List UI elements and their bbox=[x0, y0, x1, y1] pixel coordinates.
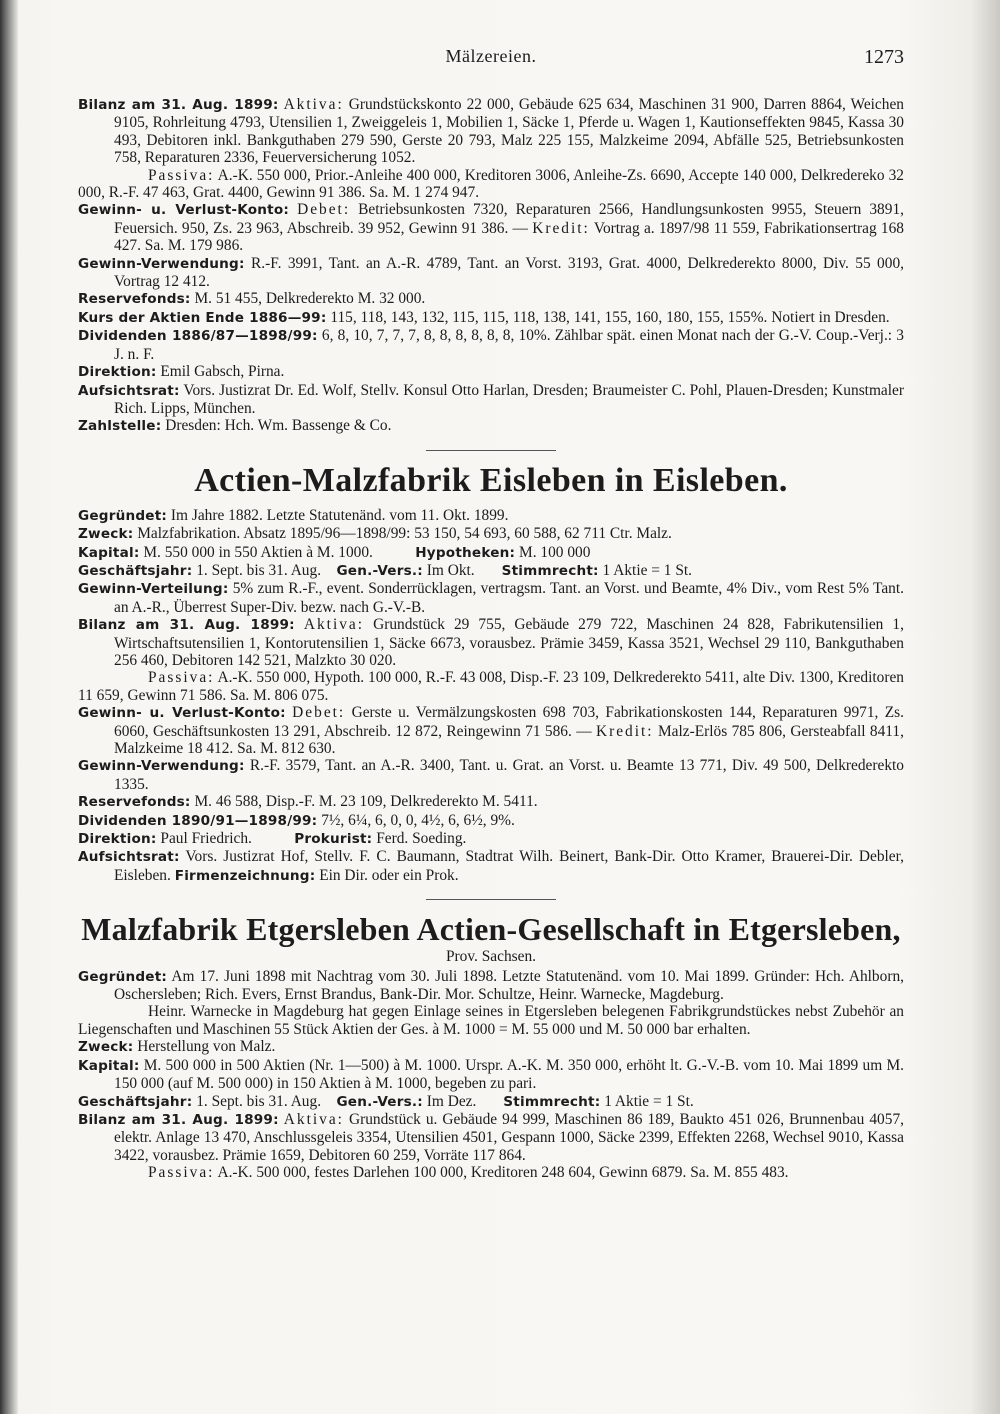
entry-text: Malz-Erlös 785 806, Gersteabfall 8411, Malzkeime 18 412. Sa. M. 812 630. bbox=[114, 722, 904, 757]
entry-label: Gewinn-Verteilung: bbox=[78, 581, 229, 598]
reservefonds-entry bbox=[78, 290, 904, 308]
entry-text: Paul Friedrich. bbox=[160, 830, 252, 848]
entry-text: Dresden: Hch. Wm. Bassenge & Co. bbox=[165, 417, 392, 435]
entry-text: R.-F. 3579, Tant. an A.-R. 3400, Tant. u. Grat. an Vorst. u. Beamte 13 771, Div. 49 500, Delkrederekto 1335. bbox=[114, 757, 904, 793]
company-subtitle: Prov. Sachsen. bbox=[445, 948, 537, 966]
direktion-entry bbox=[78, 830, 904, 848]
entry-text: Im Okt. bbox=[426, 561, 475, 579]
entry-text: Herstellung von Malz. bbox=[137, 1038, 276, 1056]
entry-label: Gewinn-Verwendung: bbox=[78, 758, 245, 775]
geschaeftsjahr-entry bbox=[78, 1093, 904, 1111]
entry-text: 1 Aktie = 1 St. bbox=[602, 561, 693, 579]
entry-label: Reservefonds: bbox=[78, 794, 191, 811]
entry-text: 6, 8, 10, 7, 7, 7, 8, 8, 8, 8, 8, 8, 10%. Zählbar spät. einen Monat nach der G.-V. Coup.-Verj.: 3 J. n. F. bbox=[114, 327, 904, 363]
page-header bbox=[78, 46, 904, 82]
bilanz-entry bbox=[78, 96, 904, 167]
running-title: Mälzereien. bbox=[445, 46, 537, 66]
entry-text: Betriebsunkosten 7320, Reparaturen 2566, Handlungsunkosten 9955, Steuern 3891, Feuersich. 950, Zs. 23 963, Abschreib. 39 952, Gewinn 91 386. — bbox=[114, 201, 904, 237]
entry-label: Kapital: bbox=[78, 544, 140, 561]
entry-text: A.-K. 550 000, Prior.-Anleihe 400 000, Kreditoren 3006, Anleihe-Zs. 6690, Accepte 140 000, Delkredereko 32 000, R.-F. 47 463, Grat. 4400, Gewinn 91 386. Sa. M. 1 274 947. bbox=[78, 166, 904, 202]
passiva-label: Passiva: bbox=[148, 1164, 215, 1182]
entry-label: Reservefonds: bbox=[78, 291, 191, 308]
aufsichtsrat-entry bbox=[78, 382, 904, 418]
entry-text: Am 17. Juni 1898 mit Nachtrag vom 30. Juli 1898. Letzte Statutenänd. vom 10. Mai 1899. Gründer: Hch. Ahlborn, Oschersleben; Rich. Evers, Ernst Brandus, Bank-Dir. Mor. Schultze, Heinr. Warnecke, Magdeburg. bbox=[114, 967, 904, 1004]
dividenden-entry bbox=[78, 327, 904, 363]
dividenden-entry bbox=[78, 812, 904, 830]
entry-label: Prokurist: bbox=[294, 831, 373, 848]
entry-label: Bilanz am 31. Aug. 1899: bbox=[78, 1111, 279, 1128]
guv-entry bbox=[78, 201, 904, 254]
entry-text: Malzfabrikation. Absatz 1895/96—1898/99: 53 150, 54 693, 60 588, 62 711 Ctr. Malz. bbox=[137, 525, 672, 543]
entry-text: 115, 118, 143, 132, 115, 115, 118, 138, 141, 155, 160, 180, 155, 155%. Notiert in Dresden. bbox=[330, 308, 890, 326]
kredit-label: Kredit: bbox=[595, 722, 654, 740]
entry-text: M. 100 000 bbox=[519, 543, 591, 561]
entry-label: Gewinn-Verwendung: bbox=[78, 255, 245, 272]
entry-text: 7½, 6¼, 6, 0, 0, 4½, 6, 6½, 9%. bbox=[321, 811, 515, 829]
entry-label: Aufsichtsrat: bbox=[78, 382, 180, 399]
entry-label: Firmenzeichnung: bbox=[174, 867, 316, 884]
passiva-entry bbox=[78, 167, 904, 202]
passiva-entry bbox=[78, 1164, 904, 1181]
gegruendet-note: Heinr. Warnecke in Magdeburg hat gegen Einlage seines in Etgersleben belegenen Fabrikgrundstückes nebst Zubehör an Liegenschaften und Maschinen 55 Stück Aktien der Ges. à M. 1000 = M. 55 000 und M. 50 000 bar erhalten. bbox=[78, 1003, 904, 1038]
section-divider bbox=[426, 899, 556, 900]
entry-text: 5% zum R.-F., event. Sonderrücklagen, vertragsm. Tant. an Vorst. und Beamte, 4% Div., vom Rest 5% Tant. an A.-R., Überrest Super-Div. bezw. nach G.-V.-B. bbox=[114, 580, 904, 616]
entry-text: A.-K. 550 000, Hypoth. 100 000, R.-F. 43 008, Disp.-F. 23 109, Delkrederekto 5411, alte Div. 1300, Kreditoren 11 659, Gewinn 71 586. Sa. M. 806 075. bbox=[78, 669, 904, 704]
entry-label: Zweck: bbox=[78, 526, 134, 543]
entry-label: Kapital: bbox=[78, 1057, 140, 1074]
page-content bbox=[78, 96, 904, 1182]
gegruendet-entry bbox=[78, 968, 904, 1004]
entry-text: Vors. Justizrat Hof, Stellv. F. C. Baumann, Stadtrat Wilh. Beinert, Bank-Dir. Otto Kramer, Brauerei-Dir. Debler, Eisleben. bbox=[114, 848, 904, 884]
direktion-entry bbox=[78, 363, 904, 381]
gewinn-verwendung-entry bbox=[78, 255, 904, 291]
company-title-etgersleben: Malzfabrik Etgersleben Actien-Gesellschaft in Etgersleben, bbox=[81, 911, 901, 948]
entry-text: Ferd. Soeding. bbox=[376, 830, 467, 848]
aufsichtsrat-entry bbox=[78, 848, 904, 885]
kurs-entry bbox=[78, 309, 904, 327]
company-title-eisleben: Actien-Malzfabrik Eisleben in Eisleben. bbox=[194, 461, 788, 499]
bilanz-entry bbox=[78, 1111, 904, 1164]
entry-label: Direktion: bbox=[78, 364, 157, 381]
passiva-label: Passiva: bbox=[148, 166, 215, 184]
entry-text: 1. Sept. bis 31. Aug. bbox=[196, 561, 322, 579]
passiva-entry bbox=[78, 669, 904, 704]
zahlstelle-entry bbox=[78, 417, 904, 435]
entry-text: A.-K. 500 000, festes Darlehen 100 000, Kreditoren 248 604, Gewinn 6879. Sa. M. 855 483. bbox=[217, 1164, 789, 1182]
entry-text: Emil Gabsch, Pirna. bbox=[160, 363, 285, 381]
entry-label: Gegründet: bbox=[78, 507, 168, 524]
entry-text: Grundstück 29 755, Gebäude 279 722, Maschinen 24 828, Fabrikutensilien 1, Wirtschaftsutensilien 1, Kontorutensilien 1, Säcke 6673, vorausbez. Prämie 3459, Kassa 3521, Wechsel 29 110, Bankguthaben 256 460, Debitoren 142 521, Malzkto 30 020. bbox=[114, 616, 904, 669]
zweck-entry bbox=[78, 1038, 904, 1056]
entry-text: 1. Sept. bis 31. Aug. bbox=[196, 1092, 322, 1110]
aktiva-label: Aktiva: bbox=[303, 616, 365, 634]
kapital-entry bbox=[78, 544, 904, 562]
aktiva-label: Aktiva: bbox=[283, 96, 344, 113]
bilanz-entry bbox=[78, 616, 904, 669]
entry-label: Direktion: bbox=[78, 831, 157, 848]
entry-text: Vors. Justizrat Dr. Ed. Wolf, Stellv. Konsul Otto Harlan, Dresden; Braumeister C. Pohl, Plauen-Dresden; Kunstmaler Rich. Lipps, München. bbox=[114, 381, 904, 417]
entry-label: Kurs der Aktien Ende 1886—99: bbox=[78, 309, 327, 326]
reservefonds-entry bbox=[78, 793, 904, 811]
geschaeftsjahr-entry bbox=[78, 562, 904, 580]
entry-text: Gerste u. Vermälzungskosten 698 703, Fabrikationskosten 144, Reparaturen 9971, Zs. 6060, Geschäftsunkosten 13 291, Abschreib. 12 872, Reingewinn 71 586. — bbox=[114, 704, 904, 740]
aktiva-label: Aktiva: bbox=[283, 1110, 344, 1128]
page-binding-edge bbox=[0, 0, 18, 1414]
passiva-label: Passiva: bbox=[148, 669, 215, 687]
entry-label: Geschäftsjahr: bbox=[78, 562, 193, 579]
entry-label: Bilanz am 31. Aug. 1899: bbox=[78, 617, 295, 634]
entry-text: Im Jahre 1882. Letzte Statutenänd. vom 11. Okt. 1899. bbox=[170, 506, 509, 524]
zweck-entry bbox=[78, 525, 904, 543]
entry-text: Im Dez. bbox=[426, 1092, 477, 1110]
kapital-entry bbox=[78, 1057, 904, 1093]
debet-label: Debet: bbox=[297, 201, 351, 219]
entry-text: Grundstückskonto 22 000, Gebäude 625 634, Maschinen 31 900, Darren 8864, Weichen 9105, Rohrleitung 4793, Utensilien 1, Zweiggeleis 1, Mobilien 1, Säcke 1, Pferde u. Wagen 1, Kautionseffekten 9845, Kassa 30 493, Debitoren inkl. Bankguthaben 279 590, Gerste 20 793, Malz 225 155, Malzkeime 2094, Abfälle 525, Betriebsunkosten 758, Reparaturen 2336, Feuerversicherung 1052. bbox=[114, 96, 904, 167]
entry-label: Gewinn- u. Verlust-Konto: bbox=[78, 705, 286, 722]
entry-text: M. 46 588, Disp.-F. M. 23 109, Delkrederekto M. 5411. bbox=[194, 793, 538, 811]
entry-label: Stimmrecht: bbox=[503, 1093, 601, 1110]
entry-label: Gegründet: bbox=[78, 968, 168, 985]
entry-label: Hypotheken: bbox=[415, 544, 516, 561]
entry-text: Ein Dir. oder ein Prok. bbox=[319, 866, 459, 884]
guv-entry bbox=[78, 704, 904, 757]
entry-text: Grundstück u. Gebäude 94 999, Maschinen 86 189, Baukto 451 026, Brunnenbau 4057, elektr. Anlage 13 470, Anschlussgeleis 3354, Utensilien 4501, Gespann 1000, Säcke 2399, Effekten 2268, Wechsel 9010, Kassa 3422, vorausbez. Prämie 1659, Debitoren 60 259, Vorräte 117 864. bbox=[114, 1110, 904, 1164]
entry-label: Bilanz am 31. Aug. 1899: bbox=[78, 97, 279, 113]
entry-label: Aufsichtsrat: bbox=[78, 849, 180, 866]
entry-label: Zweck: bbox=[78, 1039, 134, 1056]
entry-text: M. 500 000 in 500 Aktien (Nr. 1—500) à M. 1000. Urspr. A.-K. M. 350 000, erhöht lt. G.-V.-B. vom 10. Mai 1899 um M. 150 000 (auf M. 500 000) in 150 Aktien à M. 1000, begeben zu pari. bbox=[114, 1056, 904, 1093]
debet-label: Debet: bbox=[292, 704, 346, 722]
entry-label: Geschäftsjahr: bbox=[78, 1093, 193, 1110]
gewinn-verteilung-entry bbox=[78, 580, 904, 616]
entry-label: Dividenden 1886/87—1898/99: bbox=[78, 328, 318, 345]
entry-text: M. 550 000 in 550 Aktien à M. 1000. bbox=[143, 543, 373, 561]
entry-label: Gewinn- u. Verlust-Konto: bbox=[78, 202, 290, 219]
entry-label: Gen.-Vers.: bbox=[336, 1093, 423, 1110]
entry-text: M. 51 455, Delkrederekto M. 32 000. bbox=[194, 290, 426, 308]
kredit-label: Kredit: bbox=[532, 219, 590, 237]
entry-text: 1 Aktie = 1 St. bbox=[604, 1092, 694, 1110]
page-number: 1273 bbox=[864, 46, 904, 68]
entry-label: Dividenden 1890/91—1898/99: bbox=[78, 812, 318, 829]
entry-label: Zahlstelle: bbox=[78, 418, 162, 435]
entry-label: Stimmrecht: bbox=[501, 562, 599, 579]
entry-text: R.-F. 3991, Tant. an A.-R. 4789, Tant. an Vorst. 3193, Grat. 4000, Delkrederekto 8000, Div. 55 000, Vortrag 12 412. bbox=[114, 254, 904, 291]
entry-label: Gen.-Vers.: bbox=[336, 562, 423, 579]
gewinn-verwendung-entry bbox=[78, 757, 904, 793]
section-divider bbox=[426, 450, 556, 451]
gegruendet-entry bbox=[78, 507, 904, 525]
entry-text: Vortrag a. 1897/98 11 559, Fabrikationsertrag 168 427. Sa. M. 179 986. bbox=[114, 219, 904, 255]
